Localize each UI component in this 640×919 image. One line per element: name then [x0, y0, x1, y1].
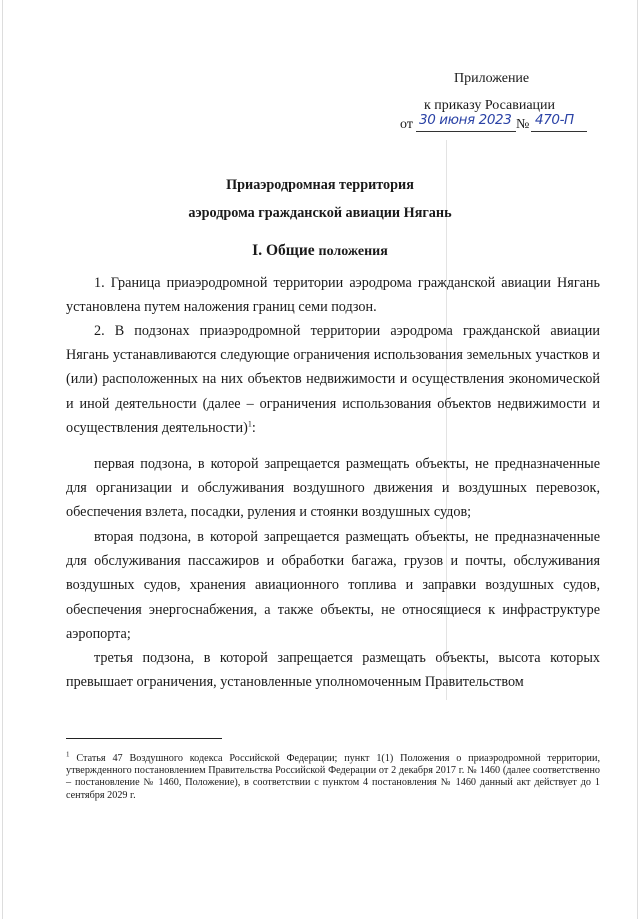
footnote — [66, 750, 601, 802]
number-underline — [531, 131, 587, 132]
date-prefix: от — [400, 117, 413, 132]
footnote-text: Статья 47 Воздушного кодекса Российской Федерации; пункт 1(1) Положения о приаэродромной территории, утвержденного постановлением Правительства Российской Федерации от 2 декабря 2017 г. № 1460 (далее соответственно – постановление № 1460, Положение), в соответствии с пунктом 4 постановления № 1460 данный акт действует до 1 сентября 2029 г. — [66, 753, 601, 801]
paragraph-2-text: 2. В подзонах приаэродромной территории аэродрома гражданской авиации Нягань устанавливаются следующие ограничения использования земельных участков и (или) расположенных на них объектов недвижимости и осуществления экономической и иной деятельности (далее – ограничения использования объектов недвижимости и осуществления деятельности) — [66, 323, 600, 436]
section-heading — [0, 242, 640, 260]
paragraph-1: 1. Граница приаэродромной территории аэродрома гражданской авиации Нягань установлена путем наложения границ семи подзон. — [66, 275, 600, 316]
footnote-marker: 1 — [66, 750, 70, 759]
appendix-label: Приложение — [454, 71, 530, 86]
paragraph-subzone-1: первая подзона, в которой запрещается размещать объекты, не предназначенные для организации и обслуживания воздушного движения и воздушных перевозок, обеспечения взлета, посадки, руления и стоянки воздушных судов; — [66, 456, 600, 521]
document-title-line-1: Приаэродромная территория — [226, 177, 414, 193]
number-prefix: № — [516, 117, 530, 132]
handwritten-date: 30 июня 2023 — [419, 112, 512, 128]
order-reference: к приказу Росавиации — [424, 98, 556, 113]
footnote-separator — [66, 738, 222, 739]
handwritten-number: 470-П — [535, 112, 574, 128]
paragraph-subzone-2: вторая подзона, в которой запрещается размещать объекты, не предназначенные для обслуживания пассажиров и обработки багажа, грузов и почты, обслуживания воздушных судов, хранения авиационного топлива и заправки воздушных судов, обеспечения энергоснабжения, а также объекты, не относящиеся к инфраструктуре аэропорта; — [66, 529, 600, 642]
paragraph-2-end: : — [251, 419, 256, 436]
section-heading-rest: положения — [318, 244, 388, 259]
paragraph-subzone-3: третья подзона, в которой запрещается размещать объекты, высота которых превышает ограничения, установленные уполномоченным Правительством — [66, 650, 600, 691]
scan-edge-right — [637, 0, 638, 919]
footnote-ref: 1 — [247, 419, 252, 429]
scan-edge-left — [2, 0, 3, 919]
paragraph-2 — [66, 319, 600, 440]
section-heading-main: I. Общие — [252, 242, 315, 259]
document-title-line-2: аэродрома гражданской авиации Нягань — [188, 205, 452, 221]
date-underline — [416, 131, 516, 132]
